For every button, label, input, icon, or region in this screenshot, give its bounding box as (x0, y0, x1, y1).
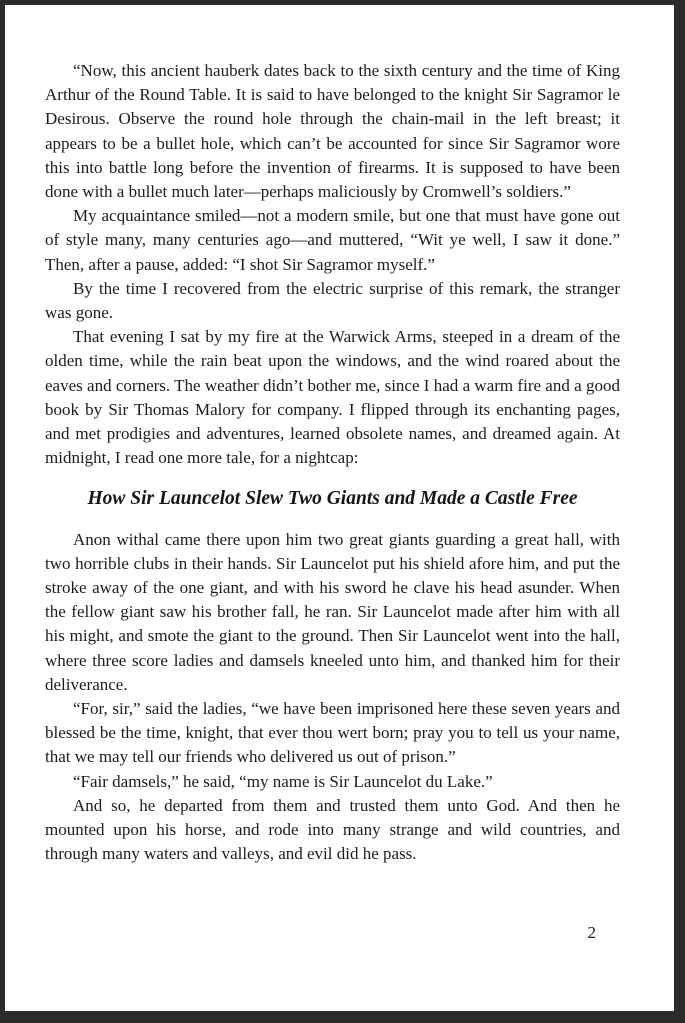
document-page (5, 5, 674, 1011)
page-number: 2 (587, 923, 596, 942)
chapter-heading: How Sir Launcelot Slew Two Giants and Made a Castle Free (87, 488, 578, 510)
body-paragraph: By the time I recovered from the electric surprise of this remark, the stranger was gone. (45, 278, 620, 323)
body-paragraph: Anon withal came there upon him two great giants guarding a great hall, with two horrible clubs in their hands. Sir Launcelot put his shield afore him, and put the stroke away of the one giant, and with his sword he clave his head asunder. When the fellow giant saw his brother fall, he ran. Sir Launcelot made after him with all his might, and smote the giant to the ground. Then Sir Launcelot went into the hall, where three score ladies and damsels kneeled unto him, and thanked him for their deliverance. (45, 529, 620, 694)
body-paragraph: “Fair damsels,” he said, “my name is Sir Launcelot du Lake.” (73, 771, 493, 791)
body-paragraph: “For, sir,” said the ladies, “we have been imprisoned here these seven years and blessed be the time, knight, that ever thou wert born; pray you to tell us your name, that we may tell our friends who delivered us out of prison.” (45, 699, 620, 767)
body-paragraph: “Now, this ancient hauberk dates back to the sixth century and the time of King Arthur of the Round Table. It is said to have belonged to the knight Sir Sagramor le Desirous. Observe the round hole through the chain-mail in the left breast; it appears to be a bullet hole, which can’t be accounted for since Sir Sagramor wore this into battle long before the invention of firearms. It is supposed to have been done with a bullet much later—perhaps maliciously by Cromwell’s soldiers.” (45, 61, 620, 202)
body-paragraph: My acquaintance smiled—not a modern smile, but one that must have gone out of style many, many centuries ago—and muttered, “Wit ye well, I saw it done.” Then, after a pause, added: “I shot Sir Sagramor myself.” (45, 206, 620, 274)
body-paragraph: And so, he departed from them and trusted them unto God. And then he mounted upon his horse, and rode into many strange and wild countries, and through many waters and valleys, and evil did he pass. (45, 795, 620, 864)
page-text-block (45, 59, 620, 867)
body-paragraph: That evening I sat by my fire at the Warwick Arms, steeped in a dream of the olden time, while the rain beat upon the windows, and the wind roared about the eaves and corners. The weather didn’t bother me, since I had a warm fire and a good book by Sir Thomas Malory for company. I flipped through its enchanting pages, and met prodigies and adventures, learned obsolete names, and dreamed again. At midnight, I read one more tale, for a nightcap: (45, 327, 620, 468)
